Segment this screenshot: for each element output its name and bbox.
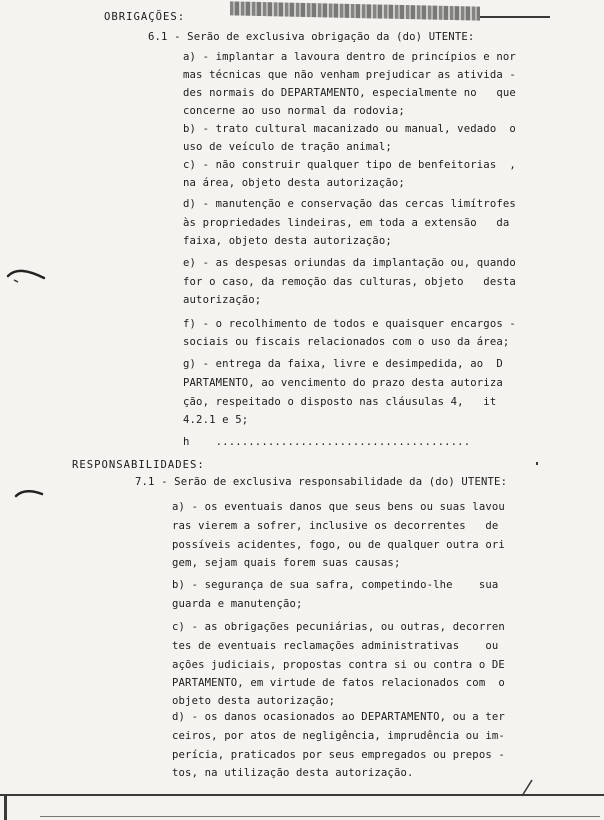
- text-line: a) - os eventuais danos que seus bens ou suas lavou: [172, 501, 505, 513]
- text-line: faixa, objeto desta autorização;: [183, 235, 392, 247]
- section-heading-obrigacoes: OBRIGAÇÕES:: [104, 11, 186, 23]
- margin-pen-mark: [14, 486, 44, 502]
- scan-artifact: [536, 462, 538, 465]
- text-line: d) - manutenção e conservação das cercas limítrofes: [183, 198, 516, 210]
- page-edge-mark: [4, 796, 7, 820]
- text-line: ção, respeitado o disposto nas cláusulas 4, it: [183, 396, 497, 408]
- scan-artifact: [230, 1, 480, 20]
- text-line: PARTAMENTO, em virtude de fatos relacionados com o: [172, 677, 505, 689]
- clause-7-1: 7.1 - Serão de exclusiva responsabilidade da (do) UTENTE:: [135, 476, 508, 488]
- section-heading-responsabilidades: RESPONSABILIDADES:: [72, 459, 205, 471]
- text-line: h .......................................: [183, 436, 471, 448]
- text-line: 4.2.1 e 5;: [183, 414, 249, 426]
- text-line: f) - o recolhimento de todos e quaisquer encargos -: [183, 318, 516, 330]
- text-line: b) - segurança de sua safra, competindo-lhe sua: [172, 579, 499, 591]
- bottom-rule: [0, 794, 604, 796]
- text-line: guarda e manutenção;: [172, 598, 303, 610]
- text-line: for o caso, da remoção das culturas, objeto desta: [183, 276, 516, 288]
- text-line: g) - entrega da faixa, livre e desimpedida, ao D: [183, 358, 503, 370]
- text-line: mas técnicas que não venham prejudicar as ativida -: [183, 69, 516, 81]
- text-line: tos, na utilização desta autorização.: [172, 767, 414, 779]
- text-line: c) - não construir qualquer tipo de benfeitorias ,: [183, 159, 516, 171]
- text-line: e) - as despesas oriundas da implantação ou, quando: [183, 257, 516, 269]
- text-line: c) - as obrigações pecuniárias, ou outras, decorren: [172, 621, 505, 633]
- text-line: sociais ou fiscais relacionados com o uso da área;: [183, 336, 510, 348]
- text-line: perícia, praticados por seus empregados ou prepos -: [172, 749, 505, 761]
- bottom-rule: [40, 816, 600, 817]
- text-line: tes de eventuais reclamações administrativas ou: [172, 640, 499, 652]
- text-line: uso de veículo de tração animal;: [183, 141, 392, 153]
- text-line: às propriedades lindeiras, em toda a extensão da: [183, 217, 510, 229]
- text-line: PARTAMENTO, ao vencimento do prazo desta autoriza: [183, 377, 503, 389]
- text-line: gem, sejam quais forem suas causas;: [172, 557, 401, 569]
- text-line: ceiros, por atos de negligência, imprudência ou im-: [172, 730, 505, 742]
- text-line: d) - os danos ocasionados ao DEPARTAMENTO, ou a ter: [172, 711, 505, 723]
- text-line: concerne ao uso normal da rodovia;: [183, 105, 405, 117]
- text-line: b) - trato cultural macanizado ou manual, vedado o: [183, 123, 516, 135]
- text-line: possíveis acidentes, fogo, ou de qualquer outra ori: [172, 539, 505, 551]
- text-line: a) - implantar a lavoura dentro de princípios e nor: [183, 51, 516, 63]
- text-line: autorização;: [183, 294, 262, 306]
- text-line: des normais do DEPARTAMENTO, especialmente no que: [183, 87, 516, 99]
- clause-6-1: 6.1 - Serão de exclusiva obrigação da (do) UTENTE:: [148, 31, 475, 43]
- text-line: na área, objeto desta autorização;: [183, 177, 405, 189]
- text-line: objeto desta autorização;: [172, 695, 336, 707]
- scan-artifact: [480, 16, 550, 18]
- margin-pen-mark: [4, 262, 48, 286]
- text-line: ações judiciais, propostas contra si ou contra o DE: [172, 659, 505, 671]
- text-line: ras vierem a sofrer, inclusive os decorrentes de: [172, 520, 499, 532]
